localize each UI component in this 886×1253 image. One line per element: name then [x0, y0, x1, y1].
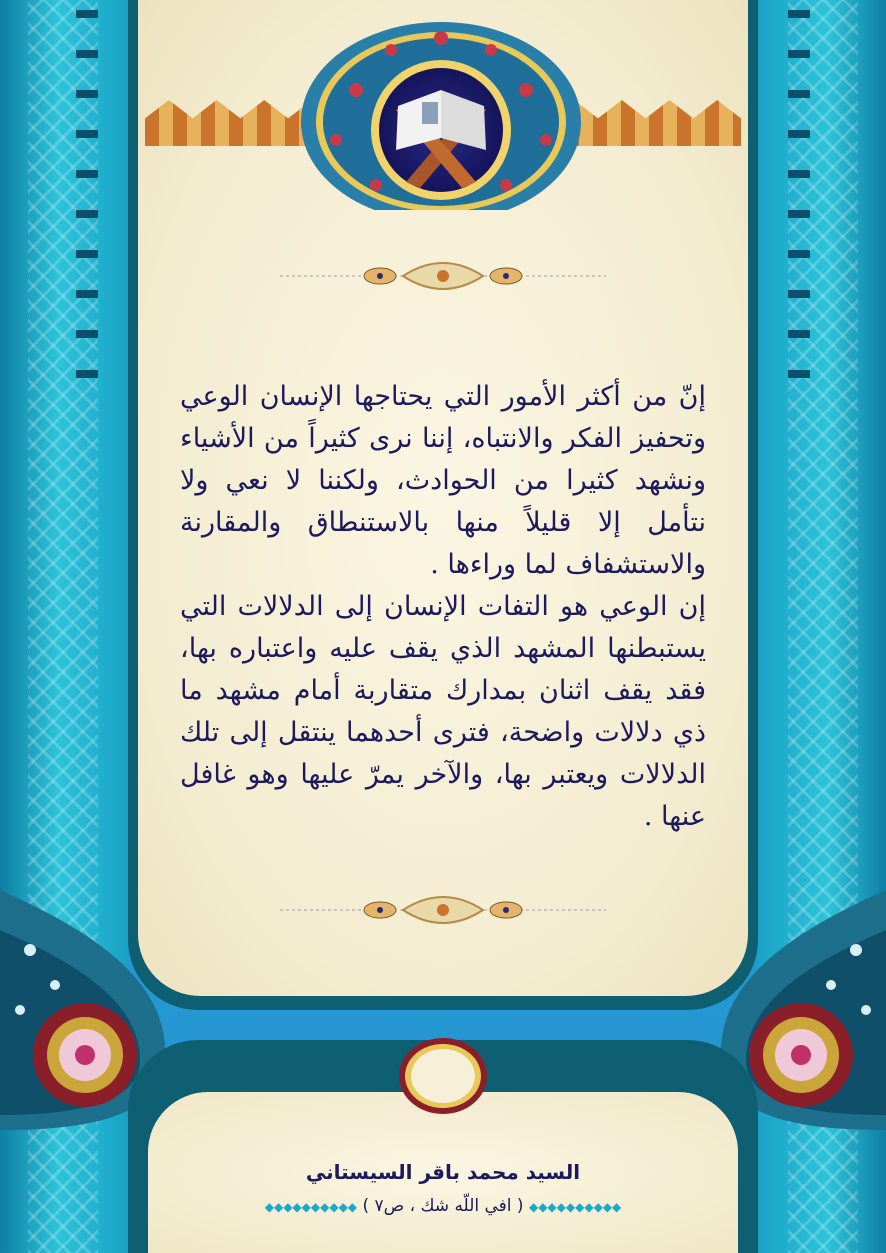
dotted-divider: ◆◆◆◆◆◆◆◆◆◆ — [264, 1200, 358, 1214]
arabesque-ornament-icon — [280, 890, 606, 930]
author-name: السيد محمد باقر السيستاني — [305, 1160, 581, 1184]
arabesque-ornament-icon — [280, 256, 606, 296]
source-reference-row — [150, 1196, 736, 1216]
center-medallion-icon — [398, 1036, 488, 1116]
paragraph-1: إنّ من أكثر الأمور التي يحتاجها الإنسان الوعي وتحفيز الفكر والانتباه، إننا نرى كثيراً من الأشياء ونشهد كثيرا من الحوادث، ولكننا لا نعي ولا نتأمل إلا قليلاً منها بالاستنطاق والمقارنة والاستشفاف لما وراءها . — [180, 381, 706, 580]
quran-on-stand-icon — [296, 10, 586, 210]
main-text — [180, 376, 706, 838]
dotted-divider: ◆◆◆◆◆◆◆◆◆◆ — [528, 1200, 622, 1214]
source-reference: ( افي اللّه شك ، ص٧ ) — [362, 1196, 524, 1216]
paragraph-2: إن الوعي هو التفات الإنسان إلى الدلالات التي يستبطنها المشهد الذي يقف عليه واعتباره بها، فقد يقف اثنان بمدارك متقاربة أمام مشهد ما ذي دلالات واضحة، فترى أحدهما ينتقل إلى تلك الدلالات ويعتبر بها، والآخر يمرّ عليها وهو غافل عنها . — [180, 591, 706, 832]
